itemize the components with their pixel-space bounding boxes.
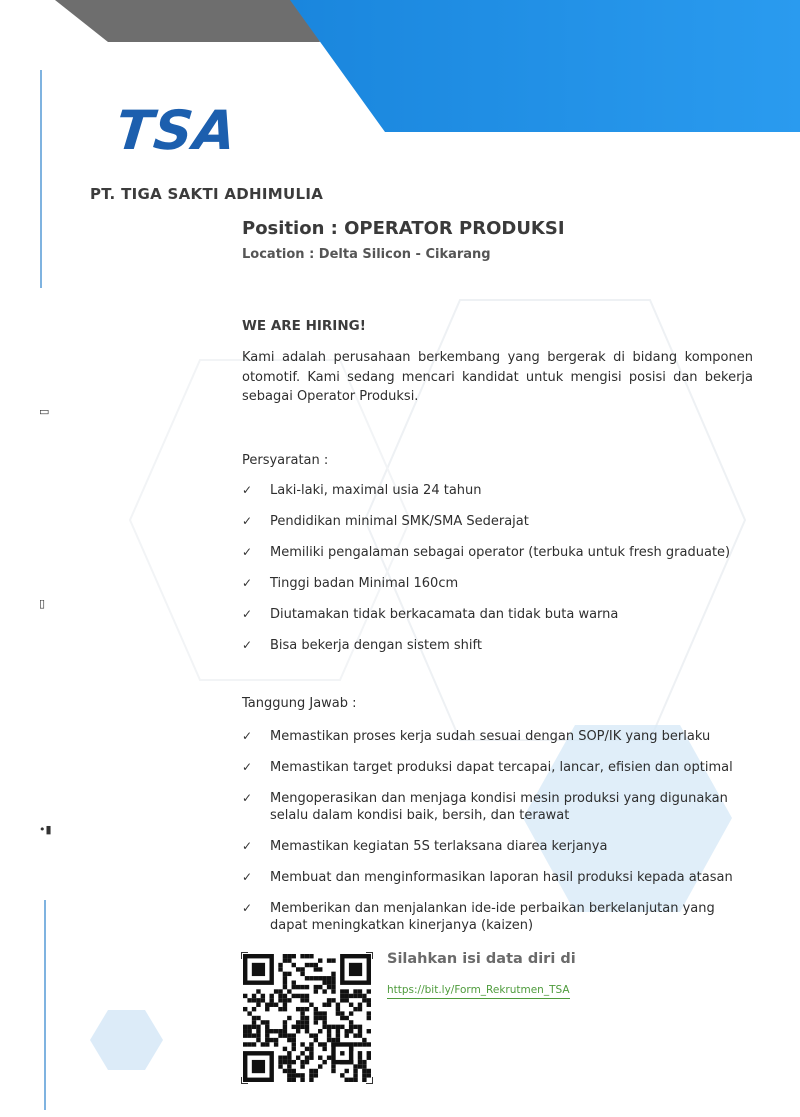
square-outline-icon: ▭: [39, 405, 50, 418]
left-accent-line-bottom: [44, 900, 46, 1110]
check-icon: ✓: [242, 901, 253, 915]
check-icon: ✓: [242, 483, 253, 497]
check-icon: ✓: [242, 514, 253, 528]
location-dot-icon: •▮: [39, 823, 52, 836]
qr-code[interactable]: [243, 954, 371, 1082]
list-item: ✓ Laki-laki, maximal usia 24 tahun: [242, 483, 482, 498]
responsibilities-list: [242, 728, 737, 934]
list-item: ✓ Memberikan dan menjalankan ide-ide perbaikan berkelanjutan yang dapat meningkatkan kinerjanya (kaizen): [242, 901, 715, 933]
requirements-list: [242, 482, 742, 654]
position-title: Position : OPERATOR PRODUKSI: [242, 218, 565, 239]
list-item: ✓ Memiliki pengalaman sebagai operator (terbuka untuk fresh graduate): [242, 545, 731, 560]
check-icon: ✓: [242, 870, 253, 884]
job-location: Location : Delta Silicon - Cikarang: [242, 247, 491, 262]
qr-code-image: [243, 954, 371, 1082]
list-item: ✓ Memastikan kegiatan 5S terlaksana diarea kerjanya: [242, 839, 608, 854]
list-item: ✓ Membuat dan menginformasikan laporan hasil produksi kepada atasan: [242, 870, 733, 885]
list-item: ✓ Pendidikan minimal SMK/SMA Sederajat: [242, 514, 529, 529]
apply-instruction: Silahkan isi data diri di: [387, 951, 576, 967]
left-accent-line-top: [40, 70, 42, 288]
list-item: ✓ Memastikan proses kerja sudah sesuai dengan SOP/IK yang berlaku: [242, 729, 711, 744]
company-logo: TSA: [112, 99, 240, 162]
check-icon: ✓: [242, 545, 253, 559]
company-name: PT. TIGA SAKTI ADHIMULIA: [90, 185, 324, 203]
check-icon: ✓: [242, 607, 253, 621]
hiring-heading: WE ARE HIRING!: [242, 318, 366, 334]
check-icon: ✓: [242, 729, 253, 743]
list-item: ✓ Bisa bekerja dengan sistem shift: [242, 638, 482, 653]
registration-link[interactable]: https://bit.ly/Form_Rekrutmen_TSA: [387, 984, 570, 999]
check-icon: ✓: [242, 638, 253, 652]
requirements-heading: Persyaratan :: [242, 453, 329, 468]
responsibilities-heading: Tanggung Jawab :: [242, 696, 357, 711]
check-icon: ✓: [242, 839, 253, 853]
check-icon: ✓: [242, 576, 253, 590]
check-icon: ✓: [242, 760, 253, 774]
check-icon: ✓: [242, 791, 253, 805]
list-item: ✓ Diutamakan tidak berkacamata dan tidak buta warna: [242, 607, 619, 622]
company-intro: Kami adalah perusahaan berkembang yang bergerak di bidang komponen otomotif. Kami sedang mencari kandidat untuk mengisi posisi dan bekerja sebagai Operator Produksi.: [242, 350, 753, 404]
list-item: ✓ Mengoperasikan dan menjaga kondisi mesin produksi yang digunakan selalu dalam kondisi baik, bersih, dan terawat: [242, 791, 728, 823]
phone-icon: ▯: [39, 597, 46, 610]
list-item: ✓ Tinggi badan Minimal 160cm: [242, 576, 459, 591]
list-item: ✓ Memastikan target produksi dapat tercapai, lancar, efisien dan optimal: [242, 760, 733, 775]
